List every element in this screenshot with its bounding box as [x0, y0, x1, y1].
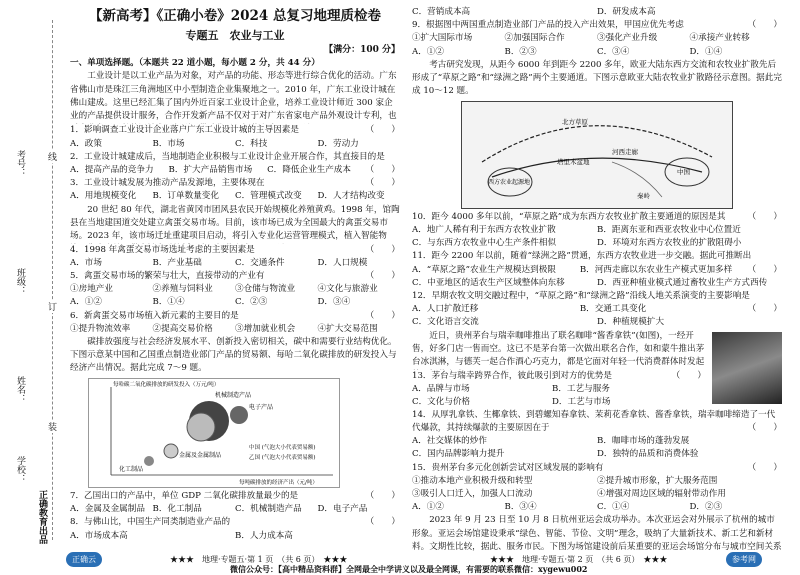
passage-1: 工业设计是以工业产品为对象，对产品的功能、形态等进行综合优化的活动。广东省佛山市是珠江三角洲地区中小型制造企业集聚地之一。2010 年，广东工业设计城在佛山建成。这里已经汇集了国内外近百家工业设计企业，培养工业设计师近 300 家企业的产品提供设计服务，合作开发新产品不仅对于对广东省家电产品外观设计专利，也 — [70, 71, 397, 122]
answer-blank[interactable]: （ ） — [365, 271, 400, 282]
question-stem: 13．茅台与瑞幸跨界合作，彼此吸引到对方的优势是 — [412, 370, 612, 381]
question-10 — [412, 211, 782, 251]
option[interactable]: A．用地规模变化 — [70, 191, 137, 202]
question-stem: 15．贵州茅台多元化创新尝试对区域发展的影响有 — [412, 462, 604, 473]
page-column-left — [70, 6, 400, 543]
answer-blank[interactable]: （ ） — [365, 244, 400, 255]
option: ③吸引人口迁入，加强人口流动 — [412, 489, 533, 500]
route-map — [461, 101, 733, 209]
cut-line — [52, 20, 53, 540]
option[interactable]: B．工艺与服务 — [552, 383, 610, 394]
option: ①推动本地产业积极升级和转型 — [412, 475, 533, 486]
answer-blank[interactable]: （ ） — [747, 304, 782, 315]
option[interactable]: B．产业基础 — [152, 257, 202, 268]
option[interactable]: D．独特的品质和消费体验 — [597, 449, 699, 460]
question-4 — [70, 244, 400, 270]
label-electronics: 电子产品 — [249, 404, 274, 412]
option: ④增强对周边区域的辐射带动作用 — [597, 489, 726, 500]
choice[interactable]: B．③④ — [504, 502, 537, 513]
option[interactable]: B．市场 — [152, 138, 185, 149]
legend-item-2: 乙国 (气泡大小代表贸易额) — [249, 455, 316, 462]
passage-2: 20 世纪 80 年代，湖北省黄冈市团风县农民开始规模化养殖黄鸡。1998 年，馆陶县在当地建国道交处建立禽蛋交易市场。目前，该市场已成为全国最大的禽蛋交易市场。2023 年，该市场迁址重建项目启动，将引入专业化运营管理模式，植入智能物 — [70, 204, 400, 242]
bubble-chemical — [144, 456, 154, 466]
option[interactable]: A．社交媒体的炒作 — [412, 436, 487, 447]
option: ②养殖与饲料业 — [152, 284, 213, 295]
option[interactable]: B．人力成本高 — [235, 530, 293, 541]
question-stem: 2．工业设计城建成后，当地制造企业积极与工业设计企业开展合作，其直接目的是 — [70, 151, 385, 162]
question-stem: 9．根据图中两国重点制造业部门产品的投入产出效果，甲国应优先考虑 — [412, 20, 684, 31]
bubble-electronics — [230, 406, 248, 424]
map-label: 河西走廊 — [612, 147, 638, 156]
question-2 — [70, 151, 400, 177]
question-12 — [412, 290, 782, 330]
option[interactable]: C．交通条件 — [235, 257, 285, 268]
option[interactable]: D．种植规模扩大 — [597, 317, 665, 328]
answer-blank[interactable]: （ ） — [747, 462, 782, 473]
option: ④承接产业转移 — [689, 33, 750, 44]
option[interactable]: B．交通工具变化 — [579, 304, 647, 315]
passage-6: 2023 年 9 月 23 日至 10 月 8 日杭州亚运会成功举办。本次亚运会对外展示了杭州的城市形象。亚运会场馆建设秉承“绿色、智能、节俭、文明”理念，吸纳了大量新技术、新工艺和新材料。文期性比较，据此、服务市民。下图为场馆建设前后某重要的亚运会场馆分布与城市空间关系 — [412, 515, 782, 552]
option: ①房地产业 — [70, 284, 113, 295]
option: ②提升城市形象，扩大服务范围 — [597, 475, 718, 486]
option[interactable]: D．环境对东西方农牧业的扩散阻碍小 — [597, 238, 742, 249]
answer-blank[interactable]: （ ） — [365, 125, 400, 136]
passage-4: 考古研究发现，从距今 6000 年到距今 2200 多年，欧亚大陆东西方交流和农牧业扩散先后形成了“草原之路”和“绿洲之路”两个主要通道。下图示意欧亚大陆农牧业扩散路径示意图。据此完成 10～12 题。 — [412, 59, 782, 97]
choice[interactable]: B．①④ — [152, 297, 185, 308]
option[interactable]: D．人才结构改变 — [317, 191, 385, 202]
option[interactable]: C．中亚地区的适农生产区域整体向东移 — [412, 277, 565, 288]
question-7 — [70, 490, 400, 516]
option[interactable]: C．文化与价格 — [412, 397, 471, 408]
option: ③增加就业机会 — [235, 323, 296, 334]
question-9 — [412, 19, 782, 59]
option[interactable]: A．地广人稀有利于东西方农牧业扩散 — [412, 225, 556, 236]
score-label: 【满分：100 分】 — [324, 45, 400, 55]
option[interactable]: C．降低企业生产成本 — [267, 165, 351, 176]
footer-notice: 微信公众号：【高中精品资料群】全网最全中学讲义以及最全网课，有需要的联系微信：xygewu002 — [230, 564, 588, 574]
y-axis-label: 每哈碳二氧化碳排放的研发投入（万元/吨） — [113, 382, 220, 389]
question-6 — [70, 310, 400, 336]
answer-blank[interactable]: （ ） — [747, 423, 782, 434]
oasis-route — [492, 158, 702, 177]
passage-3: 碳排放强度与社会经济发展水平、创新投入密切相关，碳中和需要行业结构优化。下图示意某中国和乙国重点制造业部门产品的贸易额、每哈二氧化碳排放的研发投入与经济产出情况。据此完成 7～9 题。 — [70, 337, 397, 374]
question-8-continued — [412, 6, 782, 19]
option: ①扩大国际市场 — [412, 33, 473, 44]
choice[interactable]: A．①② — [70, 297, 102, 308]
school-label: 学校： — [15, 456, 25, 483]
answer-blank[interactable]: （ ） — [365, 178, 400, 189]
option[interactable]: C．文化语言交流 — [412, 317, 479, 328]
option[interactable]: D．人口规模 — [317, 257, 368, 268]
section-heading: 一、单项选择题。（本题共 22 道小题，每小题 2 分，共 44 分） — [70, 58, 320, 69]
question-stem: 5．禽蛋交易市场的繁荣与壮大，直接带动的产业有 — [70, 271, 265, 282]
question-5 — [70, 270, 400, 310]
option[interactable]: A．提高产品的竞争力 — [70, 165, 154, 176]
brand-label: 正确教育出品 — [37, 490, 47, 544]
option[interactable]: B．河西走廊以东农业生产模式更加多样 — [579, 264, 733, 275]
option[interactable]: C．营销成本高 — [412, 7, 471, 17]
question-8 — [70, 516, 400, 542]
answer-blank[interactable]: （ ） — [747, 211, 782, 222]
question-stem: 4．1998 年禽蛋交易市场选址考虑的主要因素是 — [70, 244, 255, 255]
option[interactable]: D．研发成本高 — [597, 7, 656, 17]
question-3 — [70, 177, 400, 203]
page-column-right — [412, 6, 782, 554]
answer-blank[interactable]: （ ） — [747, 264, 782, 275]
line-char-1: 线 — [48, 150, 57, 163]
map-label: 中国 — [677, 167, 690, 176]
brand-logo-right: 参考网 — [726, 552, 762, 567]
steppe-route — [482, 126, 712, 162]
choice[interactable]: D．①④ — [689, 46, 723, 57]
option[interactable]: D．工艺与市场 — [552, 397, 611, 408]
answer-blank[interactable]: （ ） — [365, 310, 400, 321]
option[interactable]: B．咖啡市场的蓬勃发展 — [597, 436, 690, 447]
binding-margin — [0, 0, 62, 569]
option[interactable]: A．市场成本高 — [70, 530, 128, 541]
question-stem: 7．乙国出口的产品中，单位 GDP 二氧化碳排放量最少的是 — [70, 491, 299, 502]
answer-blank[interactable]: （ ） — [365, 491, 400, 502]
coffee-ad-photo — [712, 332, 782, 404]
passage-5: 近日，贵州茅台与瑞幸咖啡推出了联名咖啡“酱香拿铁”(如图)，一经开售，好多门店一售而空。这已不是茅台第一次做出联名合作，如和蒙牛推出茅台冰淇淋，与德芙一起合作酒心巧克力，都是它面对年轻一代消费群体时发起 — [412, 330, 705, 368]
answer-blank[interactable]: （ ） — [365, 517, 400, 528]
answer-blank[interactable]: （ ） — [671, 370, 706, 381]
option: ②加强国际合作 — [504, 33, 565, 44]
option: ①提升物流效率 — [70, 323, 131, 334]
choice[interactable]: C．①④ — [597, 502, 630, 513]
route-map-svg — [462, 102, 732, 208]
label-machinery: 机械制造产品 — [215, 392, 252, 400]
choice[interactable]: D．③④ — [317, 297, 351, 308]
brand-logo-left: 正确云 — [66, 552, 102, 567]
option[interactable]: D．劳动力 — [317, 138, 359, 149]
option[interactable]: B．化工制品 — [152, 504, 202, 515]
question-14 — [412, 409, 782, 461]
option[interactable]: C．国内品牌影响力提升 — [412, 449, 505, 460]
option: ②提高交易价格 — [152, 323, 213, 334]
x-axis-label: 每吨碳排放的经济产出（元/吨） — [239, 480, 318, 487]
bubble-metal — [164, 444, 178, 458]
question-1 — [70, 124, 400, 150]
footer-page-left: ★★★ 地理·专题五·第 1 页 （共 6 页） ★★★ — [170, 555, 348, 564]
page-subtitle: 专题五 农业与工业 — [185, 29, 285, 42]
line-char-2: 订 — [48, 300, 57, 313]
bubble-chart — [88, 378, 340, 488]
line-char-3: 装 — [48, 420, 57, 433]
map-label: 北方草原 — [562, 117, 588, 126]
legend-item-1: 中国 (气泡大小代表贸易额) — [249, 445, 316, 452]
map-label: 塔里木盆地 — [557, 157, 590, 166]
question-stem: 14．从厚乳拿铁、生椰拿铁、到碧螺知春拿铁、茉莉花香拿铁、酱香拿铁，瑞幸咖啡缔造了一代代爆款，其持续爆款的主要原因在于 — [412, 410, 776, 434]
name-label: 姓名： — [15, 376, 25, 403]
bubble-machinery-b — [187, 413, 215, 441]
question-stem: 8．与佛山比，中国生产同类制造业产品的 — [70, 517, 231, 528]
question-stem: 11．距今 2200 年以前，随着“绿洲之路”贯通，东西方农牧业进一步交融。据此可推断出 — [412, 251, 752, 262]
question-stem: 1．影响调查工业设计企业落户广东工业设计城的主导因素是 — [70, 125, 299, 136]
option: ④扩大交易范围 — [317, 323, 378, 334]
option[interactable]: B．距离东亚和西亚农牧业中心位置近 — [597, 225, 741, 236]
answer-blank[interactable]: （ ） — [747, 20, 782, 31]
label-metal: 金属及金属制品 — [179, 452, 222, 460]
question-stem: 10．距今 4000 多年以前，“草原之路”成为东西方农牧业扩散主要通道的原因是其 — [412, 211, 726, 222]
choice[interactable]: A．①② — [412, 46, 444, 57]
choice[interactable]: C．②③ — [235, 297, 268, 308]
question-stem: 3．工业设计城发展为推动产品发源地，主要体现在 — [70, 178, 265, 189]
option: ③仓储与物流业 — [235, 284, 296, 295]
option: ④文化与旅游业 — [317, 284, 378, 295]
map-label: 秦岭 — [637, 191, 650, 200]
option[interactable]: A．市场 — [70, 257, 102, 268]
option[interactable]: D．西亚种植业模式通过畜牧业生产方式西传 — [597, 277, 768, 288]
map-label: 西方农业起源地 — [488, 178, 531, 186]
option[interactable]: A．人口扩散迁移 — [412, 304, 479, 315]
bubble-chart-svg — [89, 379, 339, 487]
question-stem: 12．早期农牧文明交融过程中，“草原之路”和“绿洲之路”沿线人地关系演变的主要影响是 — [412, 291, 750, 302]
question-11 — [412, 250, 782, 290]
choice[interactable]: C．③④ — [597, 46, 630, 57]
option: ③强化产业升级 — [597, 33, 658, 44]
option[interactable]: A．金属及金属制品 — [70, 504, 145, 515]
option[interactable]: A．品牌与市场 — [412, 383, 470, 394]
option[interactable]: A．政策 — [70, 138, 102, 149]
question-15 — [412, 462, 782, 515]
choice[interactable]: A．①② — [412, 502, 444, 513]
option[interactable]: C．科技 — [235, 138, 268, 149]
page-title: 【新高考】《正确小卷》2024 总复习地理质检卷 — [88, 8, 382, 24]
option[interactable]: B．订单数量变化 — [152, 191, 219, 202]
choice[interactable]: B．②③ — [504, 46, 537, 57]
option[interactable]: A．“草原之路”农业生产规模达到极限 — [412, 264, 556, 275]
answer-blank[interactable]: （ ） — [365, 165, 400, 176]
option[interactable]: C．管理模式改变 — [235, 191, 302, 202]
option[interactable]: C．与东西方农牧业中心生产条件相似 — [412, 238, 557, 249]
option[interactable]: D．电子产品 — [317, 504, 368, 515]
option[interactable]: C．机械制造产品 — [235, 504, 302, 515]
choice[interactable]: D．②③ — [689, 502, 723, 513]
exam-no-label: 考号： — [15, 150, 25, 177]
footer-page-right: ★★★ 地理·专题五·第 2 页 （共 6 页） ★★★ — [490, 555, 668, 564]
option[interactable]: B．扩大产品销售市场 — [168, 165, 253, 176]
label-chemical: 化工制品 — [119, 466, 144, 474]
question-stem: 6．新禽蛋交易市场植入新元素的主要目的是 — [70, 310, 239, 321]
class-label: 班级： — [15, 268, 25, 295]
